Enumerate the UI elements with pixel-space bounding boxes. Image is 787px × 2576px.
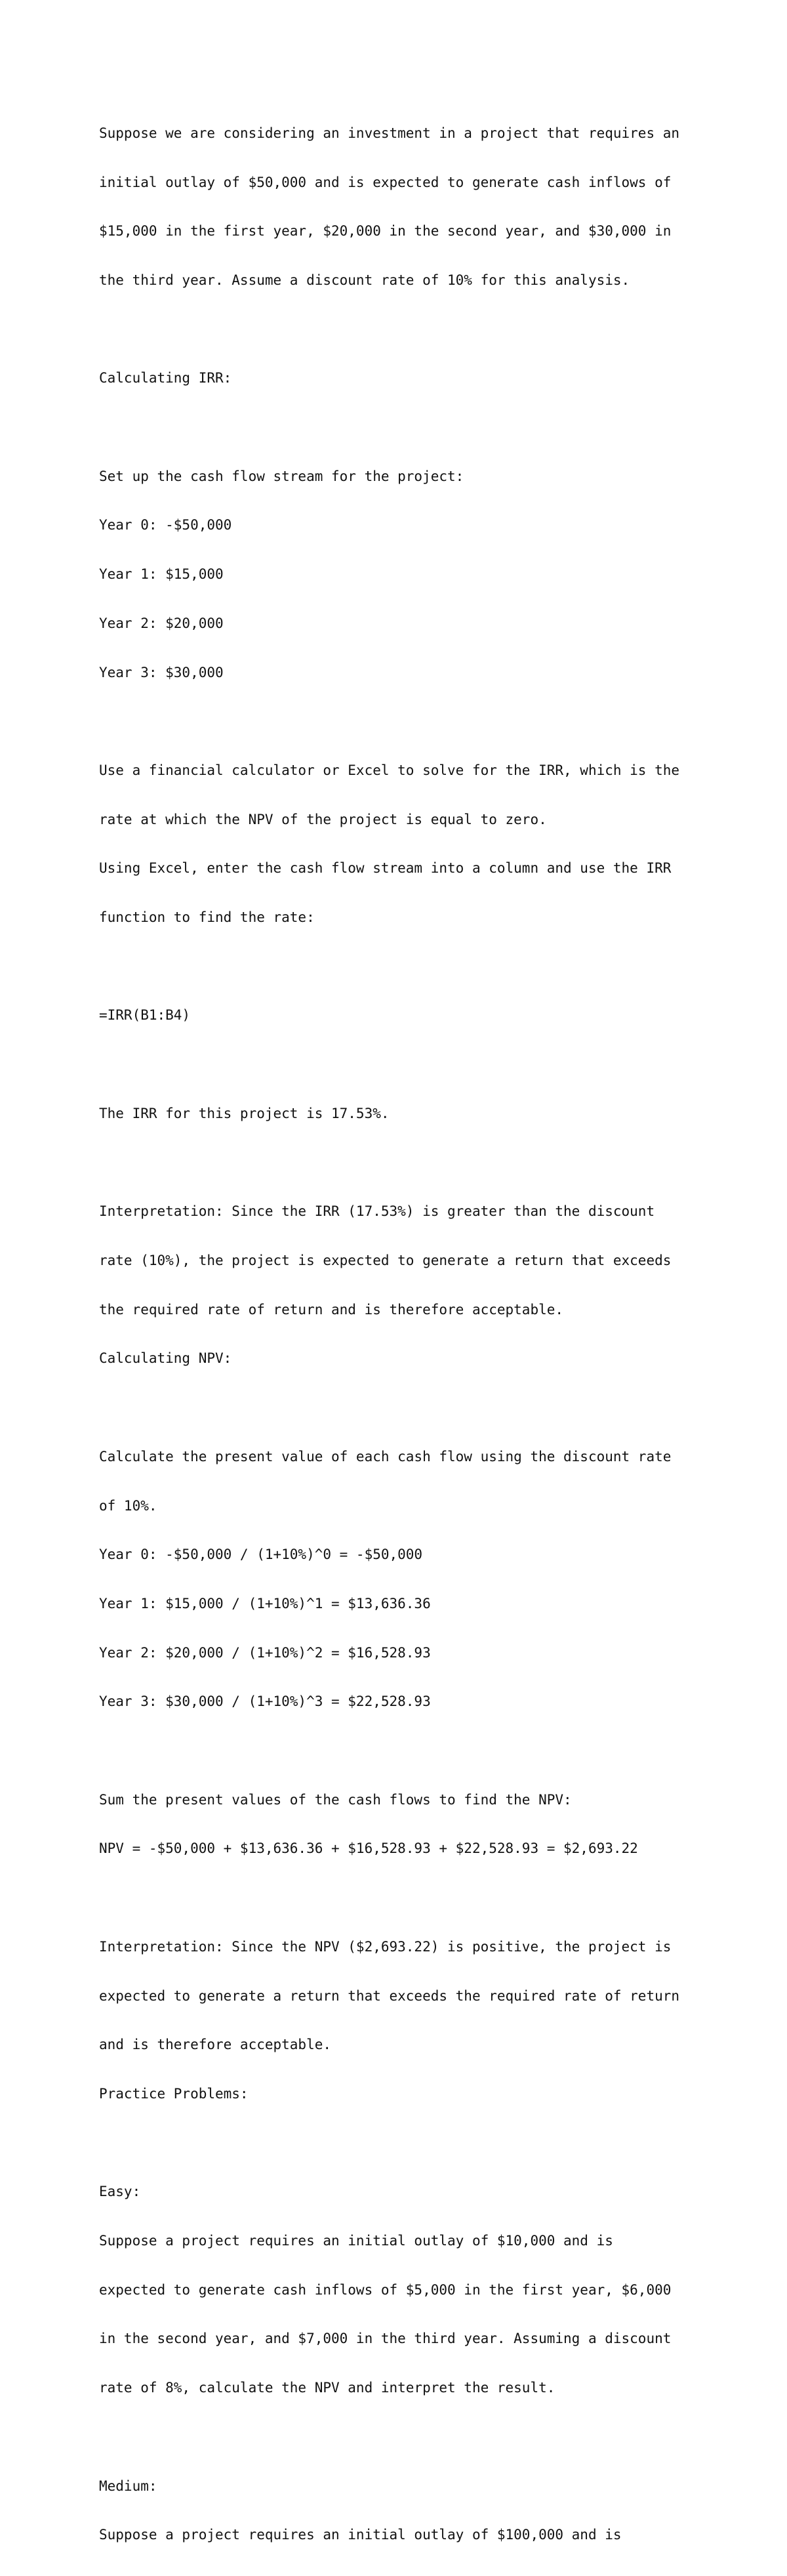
cash-flow-line: Year 2: $20,000 [99,615,224,631]
text-line: the third year. Assume a discount rate of 10% for this analysis. [99,272,630,288]
cash-flow-line: Year 0: -$50,000 [99,517,232,533]
blank-line [99,2135,755,2151]
text-line: the required rate of return and is therefore acceptable. [99,1301,564,1318]
section-heading-npv: Calculating NPV: [99,1350,232,1367]
cash-flow-line: Year 3: $30,000 [99,664,224,680]
present-value-line: Year 3: $30,000 / (1+10%)^3 = $22,528.93 [99,1693,431,1710]
text-line: Suppose a project requires an initial outlay of $100,000 and is [99,2527,622,2543]
present-value-line: Year 0: -$50,000 / (1+10%)^0 = -$50,000 [99,1547,423,1563]
cash-flow-line: Year 1: $15,000 [99,566,224,583]
blank-line [99,1743,755,1759]
text-line: Using Excel, enter the cash flow stream into a column and use the IRR [99,860,672,877]
text-line: Calculate the present value of each cash flow using the discount rate [99,1448,672,1465]
text-line: expected to generate cash inflows of $5,000 in the first year, $6,000 [99,2281,672,2298]
text-line: Use a financial calculator or Excel to solve for the IRR, which is the [99,762,680,778]
blank-line [99,2429,755,2445]
text-line: expected to generate a return that exceeds the required rate of return [99,1987,680,2004]
text-line: Suppose we are considering an investment in a project that requires an [99,125,680,141]
text-line: in the second year, and $7,000 in the third year. Assuming a discount [99,2331,672,2347]
blank-line [99,1056,755,1073]
section-heading-practice: Practice Problems: [99,2085,249,2102]
text-line: Interpretation: Since the IRR (17.53%) is greater than the discount [99,1203,655,1220]
difficulty-label-easy: Easy: [99,2184,141,2200]
blank-line [99,419,755,436]
text-line: Sum the present values of the cash flows to find the NPV: [99,1791,572,1808]
text-line: and is therefore acceptable. [99,2037,332,2053]
text-line: Set up the cash flow stream for the project: [99,468,464,484]
present-value-line: Year 1: $15,000 / (1+10%)^1 = $13,636.36 [99,1595,431,1611]
blank-line [99,713,755,730]
text-line: rate (10%), the project is expected to generate a return that exceeds [99,1252,672,1268]
text-line: Suppose a project requires an initial outlay of $10,000 and is [99,2233,613,2249]
text-line: initial outlay of $50,000 and is expected to generate cash inflows of [99,174,672,190]
blank-line [99,1890,755,1906]
text-line: rate at which the NPV of the project is equal to zero. [99,811,547,827]
irr-result-line: The IRR for this project is 17.53%. [99,1105,390,1121]
document-text [99,93,755,2576]
present-value-line: Year 2: $20,000 / (1+10%)^2 = $16,528.93 [99,1644,431,1661]
formula-line: =IRR(B1:B4) [99,1007,191,1024]
text-line: $15,000 in the first year, $20,000 in the second year, and $30,000 in [99,223,672,239]
blank-line [99,1155,755,1171]
text-line: of 10%. [99,1497,157,1514]
text-line: function to find the rate: [99,909,315,926]
text-line: rate of 8%, calculate the NPV and interpret the result. [99,2380,555,2396]
blank-line [99,322,755,338]
difficulty-label-medium: Medium: [99,2478,157,2494]
blank-line [99,1400,755,1416]
text-line: Interpretation: Since the NPV ($2,693.22) is positive, the project is [99,1938,672,1955]
section-heading-irr: Calculating IRR: [99,370,232,386]
blank-line [99,959,755,975]
npv-result-line: NPV = -$50,000 + $13,636.36 + $16,528.93 + $22,528.93 = $2,693.22 [99,1840,638,1857]
